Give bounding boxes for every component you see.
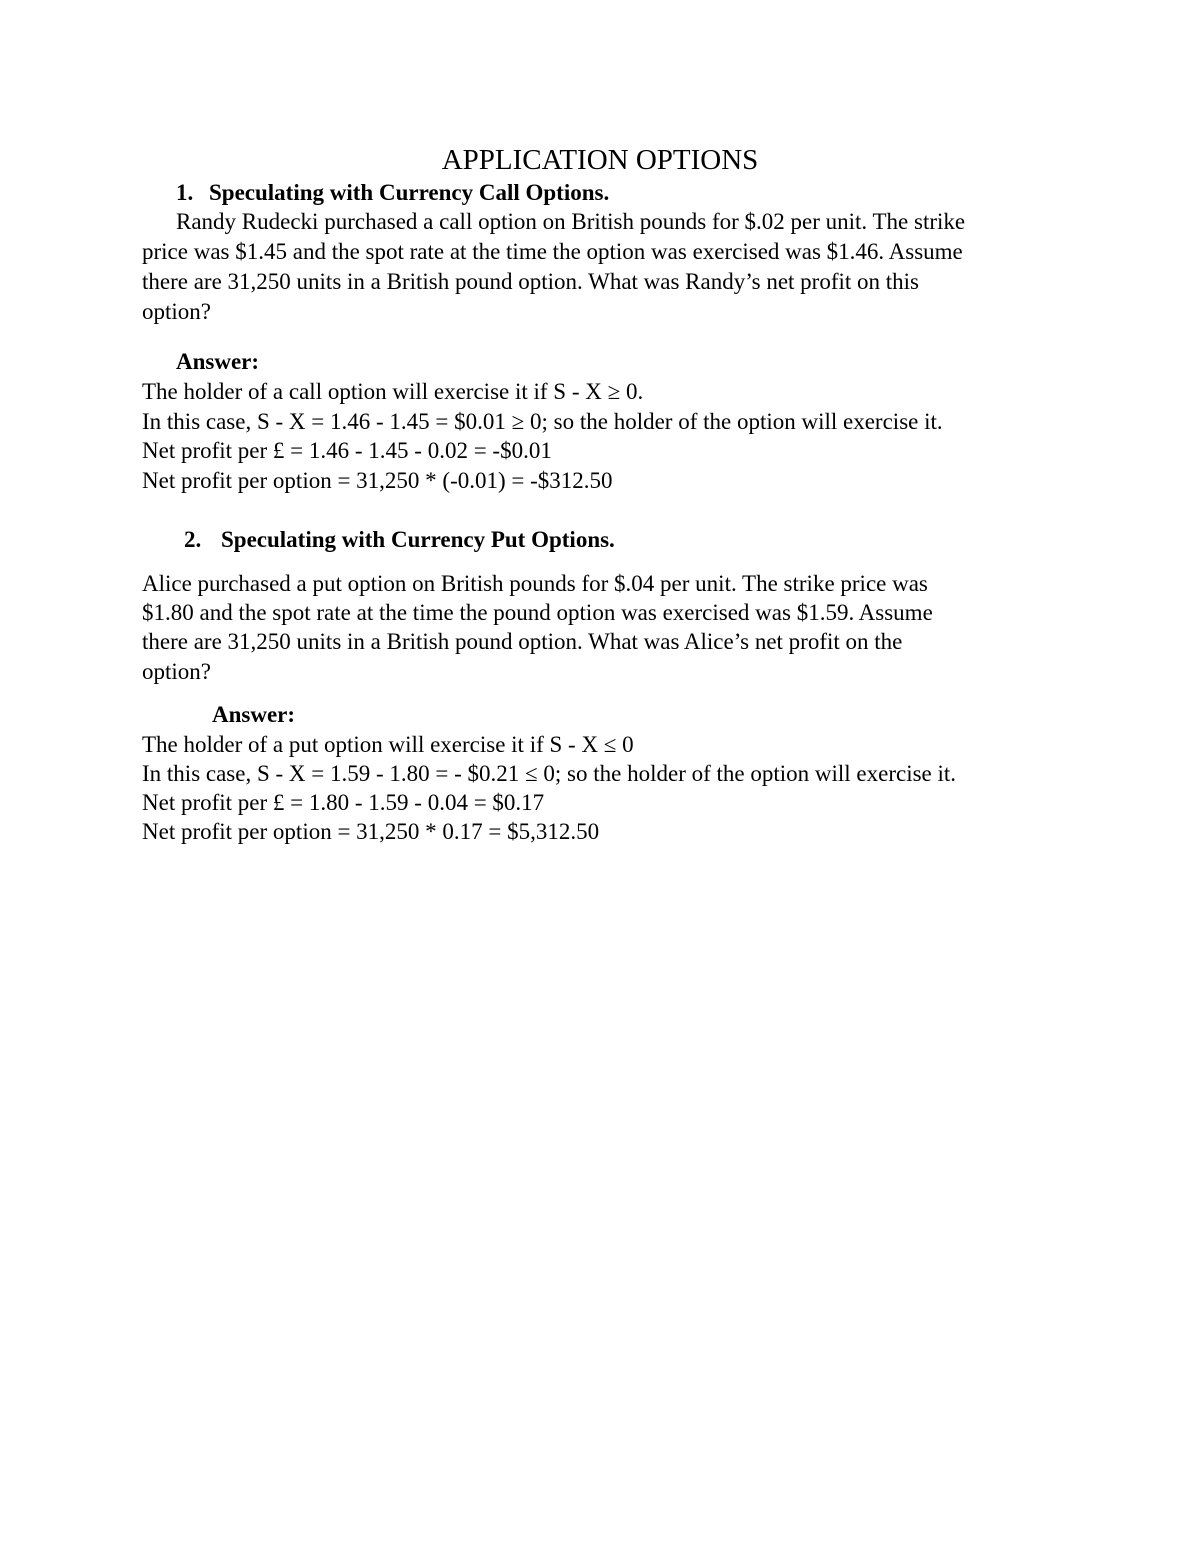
section-1-question-line: price was $1.45 and the spot rate at the time the option was exercised was $1.46. Assume xyxy=(142,239,963,264)
section-1-question-line: option? xyxy=(142,299,211,324)
section-2-answer-line: Net profit per £ = 1.80 - 1.59 - 0.04 = $0.17 xyxy=(142,790,545,815)
section-1-title: Speculating with Currency Call Options. xyxy=(209,180,610,205)
section-1-question-line: there are 31,250 units in a British pound option. What was Randy’s net profit on this xyxy=(142,269,920,294)
section-2-question-line: there are 31,250 units in a British pound option. What was Alice’s net profit on the xyxy=(142,629,903,654)
section-2-answer-line: Net profit per option = 31,250 * 0.17 = $5,312.50 xyxy=(142,819,600,844)
section-2-question-line: Alice purchased a put option on British pounds for $.04 per unit. The strike price was xyxy=(142,571,928,596)
section-2-number: 2. xyxy=(184,527,202,552)
section-1-number: 1. xyxy=(176,180,194,205)
section-2-title: Speculating with Currency Put Options. xyxy=(221,527,615,552)
section-2-heading xyxy=(184,525,615,555)
section-1-answer-line: Net profit per £ = 1.46 - 1.45 - 0.02 = -$0.01 xyxy=(142,438,552,463)
section-2-answer-line: The holder of a put option will exercise it if S - X ≤ 0 xyxy=(142,732,634,757)
section-1-heading xyxy=(176,178,609,208)
section-2-answer-line: In this case, S - X = 1.59 - 1.80 = - $0.21 ≤ 0; so the holder of the option will exercise it. xyxy=(142,761,957,786)
section-2-question-line: $1.80 and the spot rate at the time the pound option was exercised was $1.59. Assume xyxy=(142,600,933,625)
section-1-answer-label: Answer: xyxy=(176,349,260,374)
section-1-question-line: Randy Rudecki purchased a call option on British pounds for $.02 per unit. The strike xyxy=(176,209,966,234)
section-1-answer-line: In this case, S - X = 1.46 - 1.45 = $0.01 ≥ 0; so the holder of the option will exercise it. xyxy=(142,409,943,434)
section-1-answer-line: The holder of a call option will exercise it if S - X ≥ 0. xyxy=(142,379,644,404)
section-1-answer-line: Net profit per option = 31,250 * (-0.01) = -$312.50 xyxy=(142,468,613,493)
section-2-answer-label: Answer: xyxy=(212,702,296,727)
document-title: APPLICATION OPTIONS xyxy=(441,144,759,176)
section-2-question-line: option? xyxy=(142,659,211,684)
